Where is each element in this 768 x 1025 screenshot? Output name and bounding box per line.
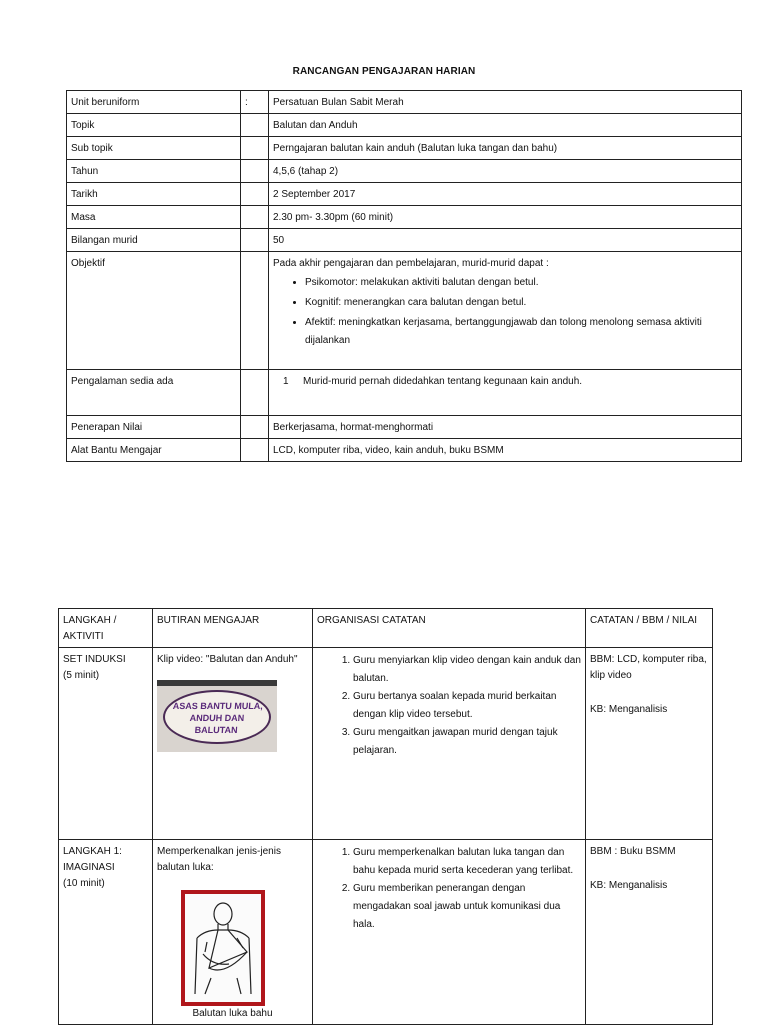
pengalaman-number: 1 [283, 376, 289, 387]
step-name: LANGKAH 1: [63, 846, 122, 857]
info-label: Tahun [67, 160, 241, 183]
arm-sling-figure-icon [185, 894, 261, 1002]
header-butiran: BUTIRAN MENGAJAR [153, 609, 313, 648]
info-label: Tarikh [67, 183, 241, 206]
info-label: Sub topik [67, 137, 241, 160]
step-cell [59, 840, 153, 1025]
pengalaman-text: Murid-murid pernah didedahkan tentang kegunaan kain anduh. [303, 376, 583, 387]
bbm-text: BBM: LCD, komputer riba, klip video [590, 654, 707, 681]
step-duration: (10 minit) [63, 878, 105, 889]
organisasi-item: 2. Guru memberikan penerangan dengan mengadakan soal jawab untuk komunikasi dua hala. [353, 880, 581, 934]
illustration-caption: Balutan luka bahu [192, 1008, 273, 1019]
organisasi-cell [313, 648, 586, 840]
step-cell [59, 648, 153, 840]
catatan-cell [586, 648, 713, 840]
pengalaman-row [67, 370, 742, 416]
objektif-item: • Psikomotor: melakukan aktiviti balutan dengan betul. [305, 274, 737, 292]
info-row [67, 137, 742, 160]
alat-value: LCD, komputer riba, video, kain anduh, buku BSMM [269, 439, 742, 462]
organisasi-item: 2. Guru bertanya soalan kepada murid berkaitan dengan klip video tersebut. [353, 688, 581, 724]
document-title: RANCANGAN PENGAJARAN HARIAN [292, 66, 476, 77]
step-name: SET INDUKSI [63, 654, 126, 665]
info-value: Balutan dan Anduh [269, 114, 742, 137]
alat-label: Alat Bantu Mengajar [67, 439, 241, 462]
objektif-intro: Pada akhir pengajaran dan pembelajaran, murid-murid dapat : [273, 258, 549, 269]
nilai-value: Berkerjasama, hormat-menghormati [269, 416, 742, 439]
info-value: Persatuan Bulan Sabit Merah [269, 91, 742, 114]
info-row [67, 229, 742, 252]
info-value: 50 [269, 229, 742, 252]
nilai-label: Penerapan Nilai [67, 416, 241, 439]
set-induksi-row [59, 648, 713, 840]
detail-cell [153, 840, 313, 1025]
info-value: 4,5,6 (tahap 2) [269, 160, 742, 183]
lesson-table [58, 608, 713, 1025]
header-langkah: LANGKAH / AKTIVITI [59, 609, 153, 648]
step-duration: (5 minit) [63, 670, 100, 681]
nilai-row [67, 416, 742, 439]
info-value: 2.30 pm- 3.30pm (60 minit) [269, 206, 742, 229]
info-label: Unit beruniform [67, 91, 241, 114]
organisasi-list [317, 652, 581, 760]
alat-row [67, 439, 742, 462]
langkah1-row [59, 840, 713, 1025]
organisasi-list [317, 844, 581, 934]
kb-text: KB: Menganalisis [590, 704, 668, 715]
info-value: Perngajaran balutan kain anduh (Balutan luka tangan dan bahu) [269, 137, 742, 160]
detail-text: Klip video: "Balutan dan Anduh" [157, 654, 298, 665]
pengalaman-cell [269, 370, 742, 416]
info-label: Topik [67, 114, 241, 137]
video-thumbnail [157, 680, 277, 752]
detail-cell [153, 648, 313, 840]
objektif-list [273, 274, 737, 350]
info-row [67, 160, 742, 183]
info-label: Bilangan murid [67, 229, 241, 252]
objektif-item: • Afektif: meningkatkan kerjasama, bertanggungjawab dan tolong menolong semasa aktiviti dijalankan [305, 314, 737, 350]
info-table [66, 90, 742, 462]
objektif-cell [269, 252, 742, 370]
info-value: 2 September 2017 [269, 183, 742, 206]
lesson-header-row [59, 609, 713, 648]
bbm-text: BBM : Buku BSMM [590, 846, 676, 857]
kb-text: KB: Menganalisis [590, 880, 668, 891]
info-row [67, 91, 742, 114]
objektif-item: • Kognitif: menerangkan cara balutan dengan betul. [305, 294, 737, 312]
step-subname: IMAGINASI [63, 862, 115, 873]
info-row [67, 114, 742, 137]
sling-illustration [181, 890, 265, 1006]
objektif-label: Objektif [67, 252, 241, 370]
organisasi-item: 1. Guru menyiarkan klip video dengan kain anduk dan balutan. [353, 652, 581, 688]
info-row [67, 206, 742, 229]
video-thumbnail-text: ASAS BANTU MULA, ANDUH DAN BALUTAN [172, 701, 264, 735]
pengalaman-label: Pengalaman sedia ada [67, 370, 241, 416]
organisasi-item: 1. Guru memperkenalkan balutan luka tangan dan bahu kepada murid serta kecederan yang terlibat. [353, 844, 581, 880]
info-row [67, 183, 742, 206]
detail-text: Memperkenalkan jenis-jenis balutan luka: [157, 846, 281, 873]
organisasi-item: 3. Guru mengaitkan jawapan murid dengan tajuk pelajaran. [353, 724, 581, 760]
header-organisasi: ORGANISASI CATATAN [313, 609, 586, 648]
catatan-cell [586, 840, 713, 1025]
info-colon: : [241, 91, 269, 114]
header-catatan: CATATAN / BBM / NILAI [586, 609, 713, 648]
organisasi-cell [313, 840, 586, 1025]
objektif-row [67, 252, 742, 370]
info-label: Masa [67, 206, 241, 229]
